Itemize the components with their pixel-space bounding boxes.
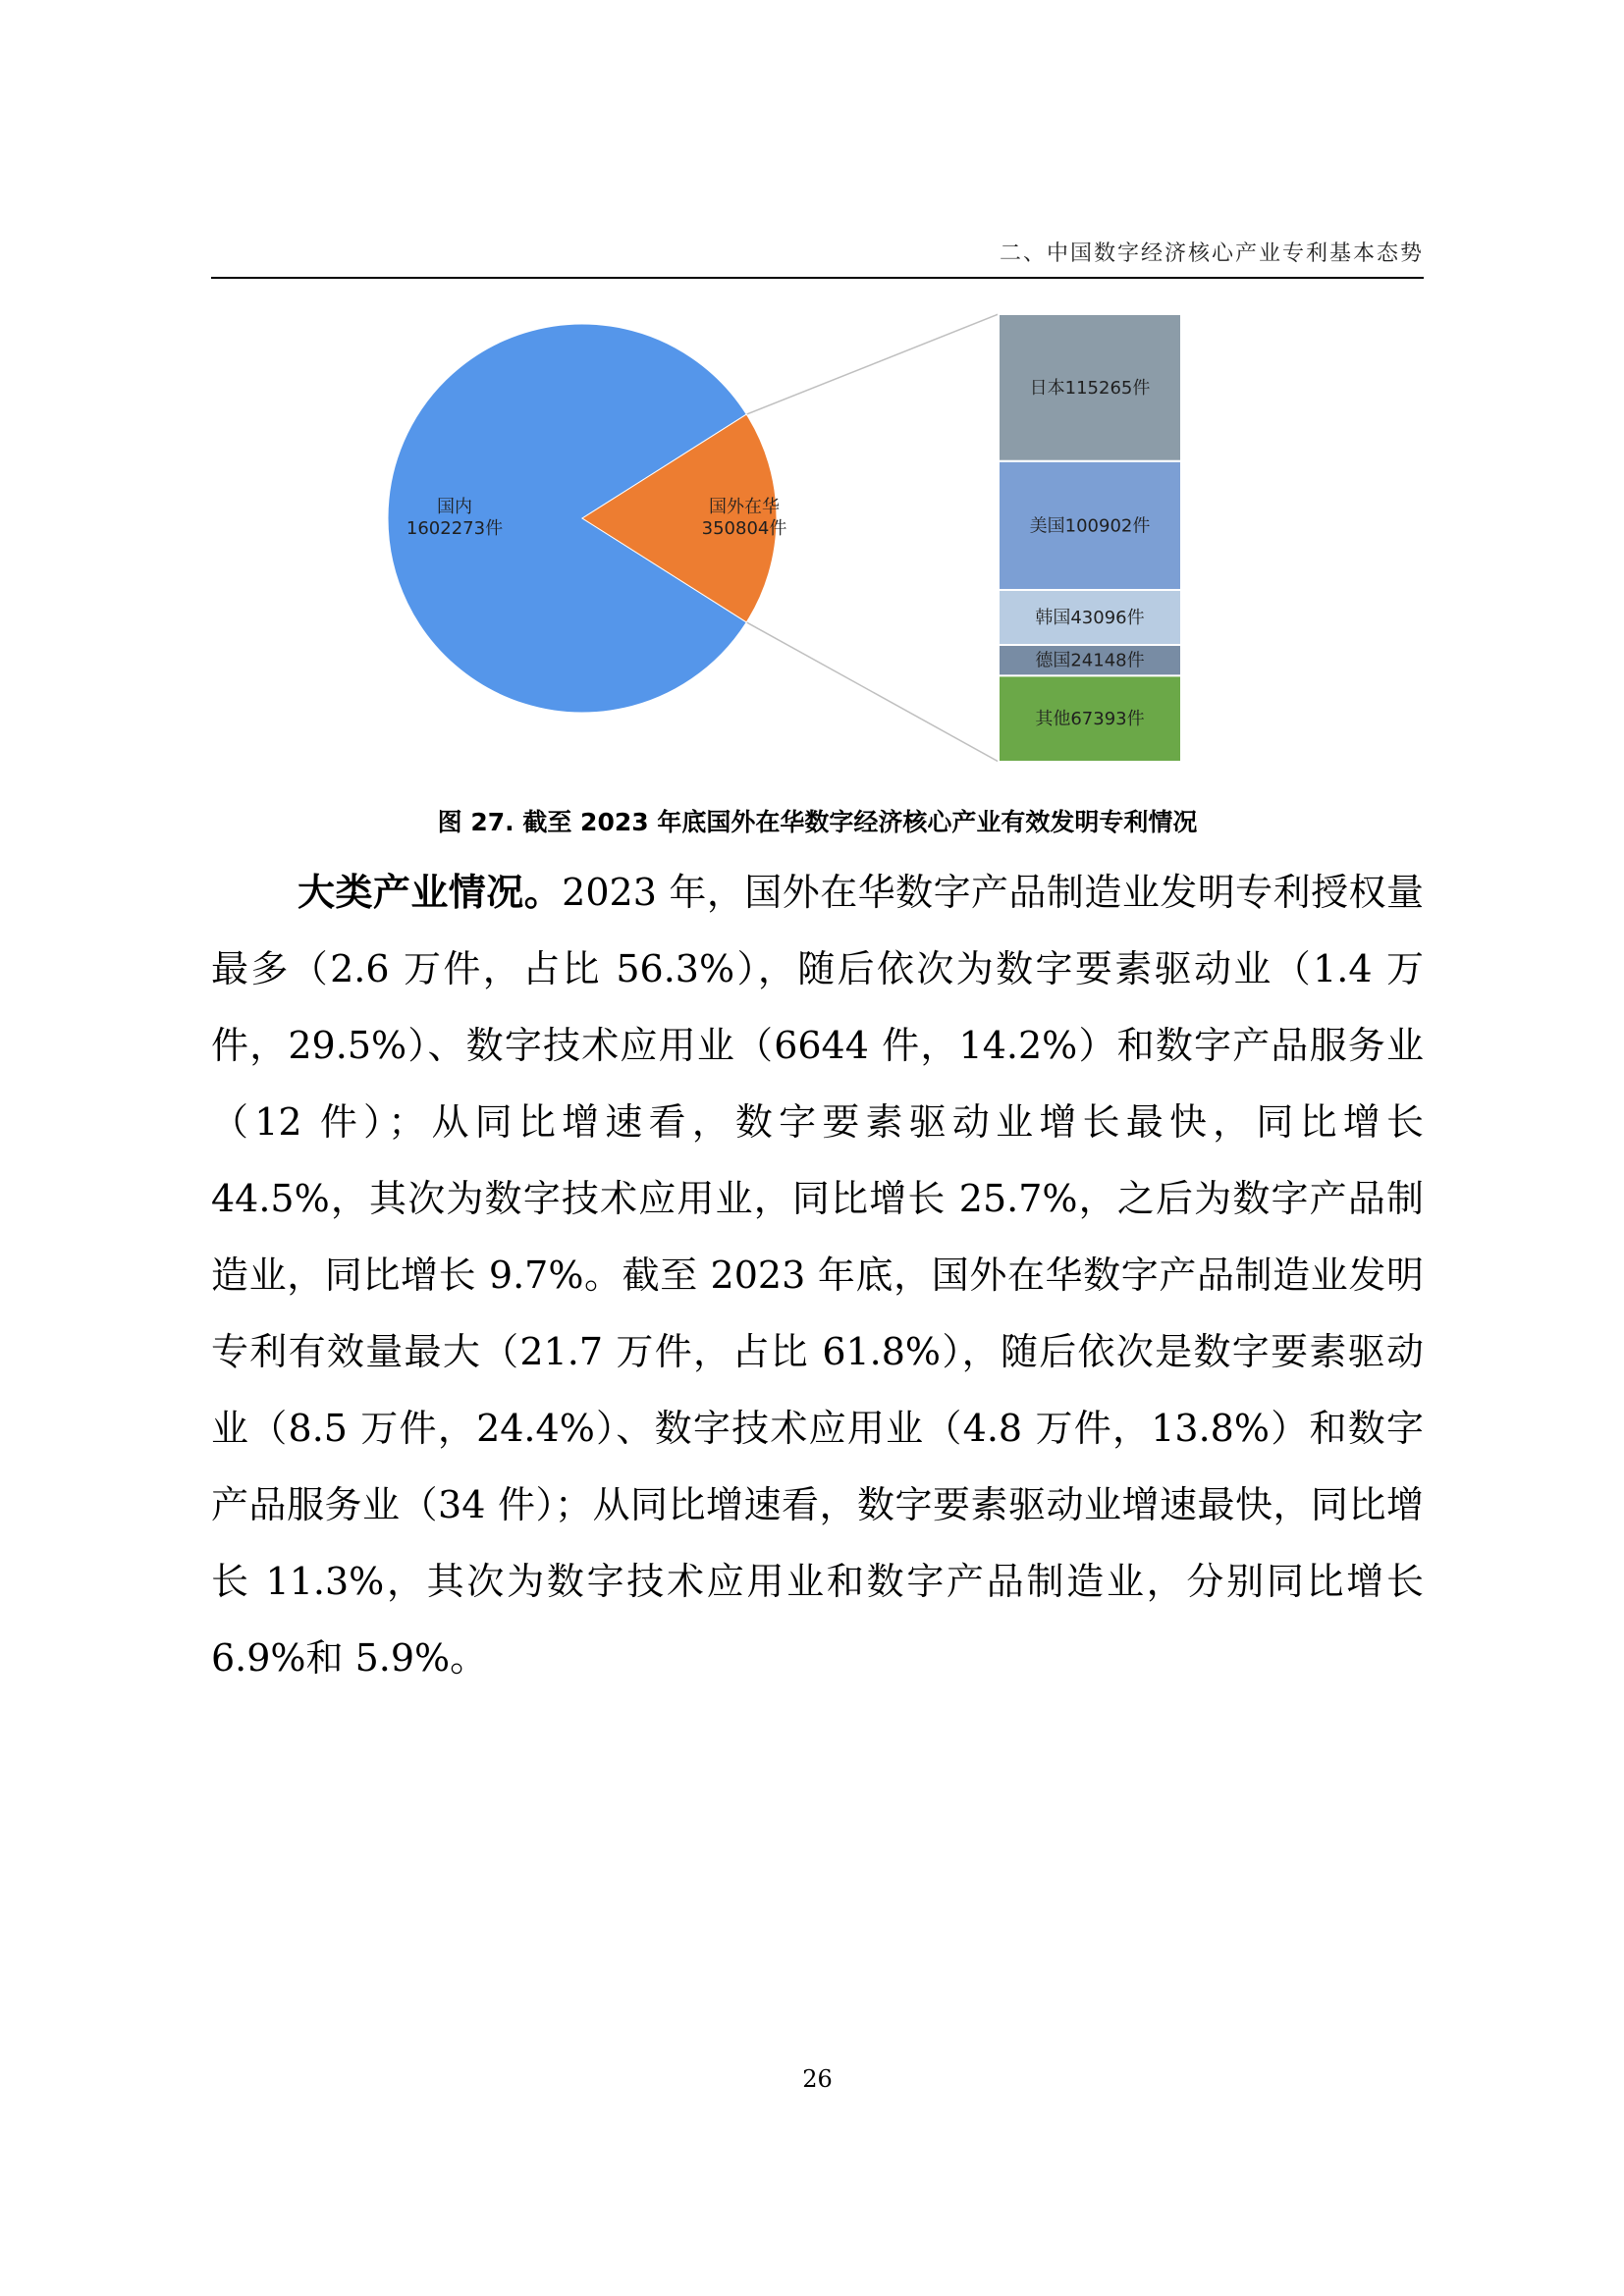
header-rule [211, 277, 1424, 279]
bar-segment-label: 其他67393件 [1035, 709, 1145, 730]
bar-segment-label: 日本115265件 [1029, 377, 1151, 399]
pie-label-name: 国内 [437, 497, 472, 517]
paragraph-lead: 大类产业情况。 [298, 871, 563, 914]
paragraph-text: 2023 年，国外在华数字产品制造业发明专利授权量最多（2.6 万件，占比 56.3%），随后依次为数字要素驱动业（1.4 万件，29.5%）、数字技术应用业（6644 件，14.2%）和数字产品服务业（12 件）；从同比增速看，数字要素驱动业增长最快，同比增长 44.5%，其次为数字技术应用业，同比增长 25.7%，之后为数字产品制造业，同比增长 9.7%。截至 2023 年底，国外在华数字产品制造业发明专利有效量最大（21.7 万件，占比 61.8%），随后依次是数字要素驱动业（8.5 万件，24.4%）、数字技术应用业（4.8 万件，13.8%）和数字产品服务业（34 件）；从同比增速看，数字要素驱动业增速最快，同比增长 11.3%，其次为数字技术应用业和数字产品制造业，分别同比增长 6.9%和 5.9%。 [211, 871, 1424, 1680]
bar-segment-label: 美国100902件 [1029, 515, 1151, 537]
pie-of-bar-chart [373, 294, 1257, 785]
pie [388, 324, 786, 713]
connector-line-top [746, 314, 999, 414]
breakdown-bar [999, 314, 1181, 762]
bar-segment-label: 德国24148件 [1035, 650, 1145, 671]
pie-label-name: 国外在华 [709, 497, 780, 517]
figure-caption: 图 27. 截至 2023 年底国外在华数字经济核心产业有效发明专利情况 [437, 808, 1198, 836]
pie-label-value: 1602273件 [406, 518, 504, 539]
connector-line-bottom [746, 622, 999, 762]
pie-label-value: 350804件 [701, 518, 787, 539]
running-header: 二、中国数字经济核心产业专利基本态势 [999, 241, 1424, 266]
page-number: 26 [802, 2065, 833, 2093]
bar-segment-label: 韩国43096件 [1035, 607, 1145, 628]
body-paragraph [211, 854, 1424, 1696]
